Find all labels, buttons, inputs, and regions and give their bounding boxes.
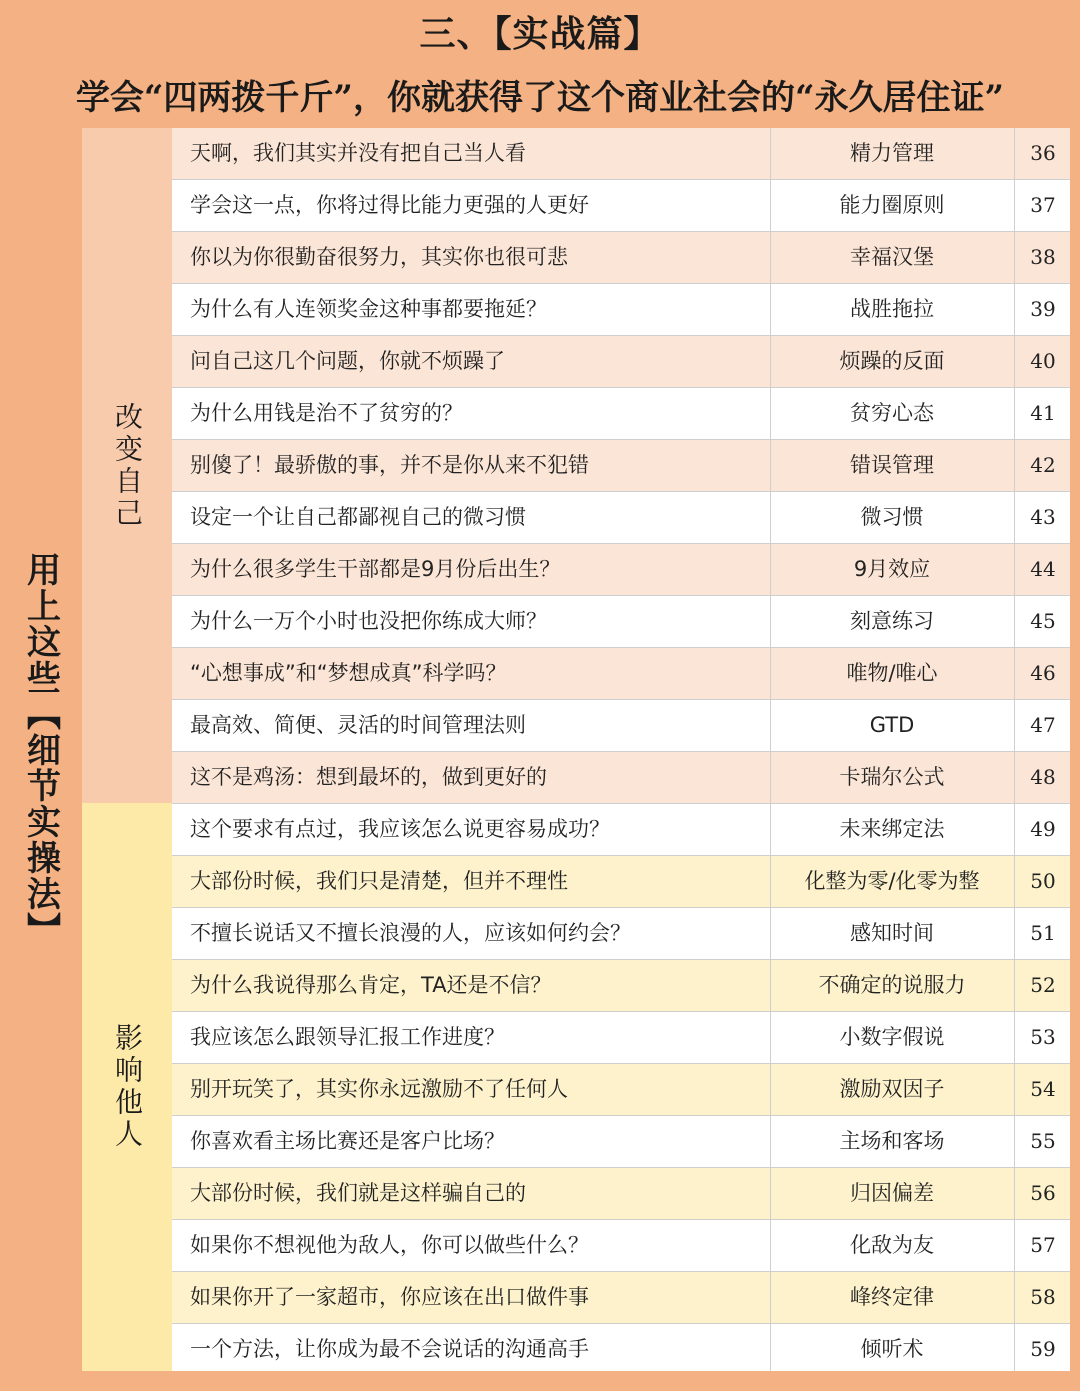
chapter-title: 天啊，我们其实并没有把自己当人看 xyxy=(190,141,526,165)
chapter-title: 你喜欢看主场比赛还是客户比场？ xyxy=(190,1129,505,1153)
table-row xyxy=(172,1116,1070,1168)
chapter-topic: 化整为零/化零为整 xyxy=(770,856,1013,907)
table-row xyxy=(172,596,1070,648)
chapter-topic: 不确定的说服力 xyxy=(770,960,1013,1011)
chapter-title: 别开玩笑了，其实你永远激励不了任何人 xyxy=(190,1077,568,1101)
chapter-title: 问自己这几个问题，你就不烦躁了 xyxy=(190,349,505,373)
outer-category-label: 用上这些【细节实操法】 xyxy=(20,551,61,948)
chapter-topic: 主场和客场 xyxy=(770,1116,1013,1167)
chapter-title: 不擅长说话又不擅长浪漫的人，应该如何约会？ xyxy=(190,921,631,945)
chapter-title: 我应该怎么跟领导汇报工作进度？ xyxy=(190,1025,505,1049)
chapter-topic: 微习惯 xyxy=(770,492,1013,543)
table-row xyxy=(172,232,1070,284)
chapter-number: 54 xyxy=(1014,1064,1071,1115)
chapter-topic: 烦躁的反面 xyxy=(770,336,1013,387)
chapter-topic: 激励双因子 xyxy=(770,1064,1013,1115)
chapter-table xyxy=(172,128,1070,1376)
chapter-number: 39 xyxy=(1014,284,1071,335)
chapter-title: 最高效、简便、灵活的时间管理法则 xyxy=(190,713,526,737)
chapter-title: 这不是鸡汤：想到最坏的，做到更好的 xyxy=(190,765,547,789)
chapter-number: 38 xyxy=(1014,232,1071,283)
table-row xyxy=(172,700,1070,752)
table-row xyxy=(172,180,1070,232)
chapter-number: 47 xyxy=(1014,700,1071,751)
table-row xyxy=(172,1220,1070,1272)
table-row xyxy=(172,960,1070,1012)
section-label: 改变自己 xyxy=(111,401,144,530)
chapter-number: 43 xyxy=(1014,492,1071,543)
chapter-title: 为什么用钱是治不了贫穷的？ xyxy=(190,401,463,425)
table-row xyxy=(172,1272,1070,1324)
chapter-number: 53 xyxy=(1014,1012,1071,1063)
chapter-title: 学会这一点，你将过得比能力更强的人更好 xyxy=(190,193,589,217)
chapter-title: 大部份时候，我们就是这样骗自己的 xyxy=(190,1181,526,1205)
table-row xyxy=(172,1064,1070,1116)
chapter-topic: 幸福汉堡 xyxy=(770,232,1013,283)
page-title: 三、【实战篇】 xyxy=(419,13,661,55)
chapter-topic: 战胜拖拉 xyxy=(770,284,1013,335)
chapter-number: 36 xyxy=(1014,128,1071,179)
chapter-number: 51 xyxy=(1014,908,1071,959)
table-row xyxy=(172,128,1070,180)
table-row xyxy=(172,544,1070,596)
chapter-topic: 精力管理 xyxy=(770,128,1013,179)
table-row xyxy=(172,440,1070,492)
chapter-topic: 唯物/唯心 xyxy=(770,648,1013,699)
table-row xyxy=(172,856,1070,908)
bottom-border xyxy=(0,1371,1080,1391)
chapter-topic: 小数字假说 xyxy=(770,1012,1013,1063)
chapter-number: 58 xyxy=(1014,1272,1071,1323)
table-row xyxy=(172,752,1070,804)
chapter-topic: 峰终定律 xyxy=(770,1272,1013,1323)
chapter-title: 为什么有人连领奖金这种事都要拖延？ xyxy=(190,297,547,321)
chapter-number: 41 xyxy=(1014,388,1071,439)
chapter-number: 56 xyxy=(1014,1168,1071,1219)
chapter-title: 为什么很多学生干部都是9月份后出生？ xyxy=(190,557,561,581)
chapter-topic: 感知时间 xyxy=(770,908,1013,959)
chapter-topic: 倾听术 xyxy=(770,1324,1013,1375)
chapter-number: 48 xyxy=(1014,752,1071,803)
chapter-number: 50 xyxy=(1014,856,1071,907)
chapter-title: 这个要求有点过，我应该怎么说更容易成功？ xyxy=(190,817,610,841)
chapter-topic: 卡瑞尔公式 xyxy=(770,752,1013,803)
chapter-title: “心想事成”和“梦想成真”科学吗？ xyxy=(190,661,507,685)
chapter-topic: 错误管理 xyxy=(770,440,1013,491)
table-row xyxy=(172,1012,1070,1064)
table-row xyxy=(172,648,1070,700)
chapter-number: 37 xyxy=(1014,180,1071,231)
table-row xyxy=(172,1324,1070,1376)
chapter-topic: 刻意练习 xyxy=(770,596,1013,647)
page-subtitle: 学会“四两拨千斤”，你就获得了这个商业社会的“永久居住证” xyxy=(75,78,1005,118)
section-change-self xyxy=(82,128,173,803)
chapter-number: 52 xyxy=(1014,960,1071,1011)
chapter-title: 设定一个让自己都鄙视自己的微习惯 xyxy=(190,505,526,529)
chapter-topic: 9月效应 xyxy=(770,544,1013,595)
section-influence-others xyxy=(82,803,173,1371)
table-row xyxy=(172,1168,1070,1220)
outer-category xyxy=(0,128,83,1371)
section-label: 影响他人 xyxy=(111,1023,144,1151)
chapter-title: 如果你开了一家超市，你应该在出口做件事 xyxy=(190,1285,589,1309)
chapter-number: 55 xyxy=(1014,1116,1071,1167)
chapter-number: 46 xyxy=(1014,648,1071,699)
table-row xyxy=(172,336,1070,388)
chapter-number: 40 xyxy=(1014,336,1071,387)
chapter-number: 59 xyxy=(1014,1324,1071,1375)
chapter-topic: 贫穷心态 xyxy=(770,388,1013,439)
table-row xyxy=(172,284,1070,336)
table-row xyxy=(172,388,1070,440)
header xyxy=(0,0,1080,128)
right-border xyxy=(1070,128,1080,1371)
chapter-title: 别傻了！最骄傲的事，并不是你从来不犯错 xyxy=(190,453,589,477)
chapter-title: 你以为你很勤奋很努力，其实你也很可悲 xyxy=(190,245,568,269)
chapter-topic: GTD xyxy=(770,700,1013,751)
chapter-number: 49 xyxy=(1014,804,1071,855)
chapter-title: 大部份时候，我们只是清楚，但并不理性 xyxy=(190,869,568,893)
table-row xyxy=(172,492,1070,544)
chapter-topic: 归因偏差 xyxy=(770,1168,1013,1219)
chapter-title: 如果你不想视他为敌人，你可以做些什么？ xyxy=(190,1233,589,1257)
table-row xyxy=(172,908,1070,960)
chapter-topic: 能力圈原则 xyxy=(770,180,1013,231)
chapter-topic: 未来绑定法 xyxy=(770,804,1013,855)
chapter-number: 44 xyxy=(1014,544,1071,595)
chapter-title: 一个方法，让你成为最不会说话的沟通高手 xyxy=(190,1337,589,1361)
chapter-number: 42 xyxy=(1014,440,1071,491)
chapter-title: 为什么我说得那么肯定，TA还是不信？ xyxy=(190,973,552,997)
chapter-number: 57 xyxy=(1014,1220,1071,1271)
chapter-number: 45 xyxy=(1014,596,1071,647)
table-row xyxy=(172,804,1070,856)
chapter-title: 为什么一万个小时也没把你练成大师？ xyxy=(190,609,547,633)
chapter-topic: 化敌为友 xyxy=(770,1220,1013,1271)
